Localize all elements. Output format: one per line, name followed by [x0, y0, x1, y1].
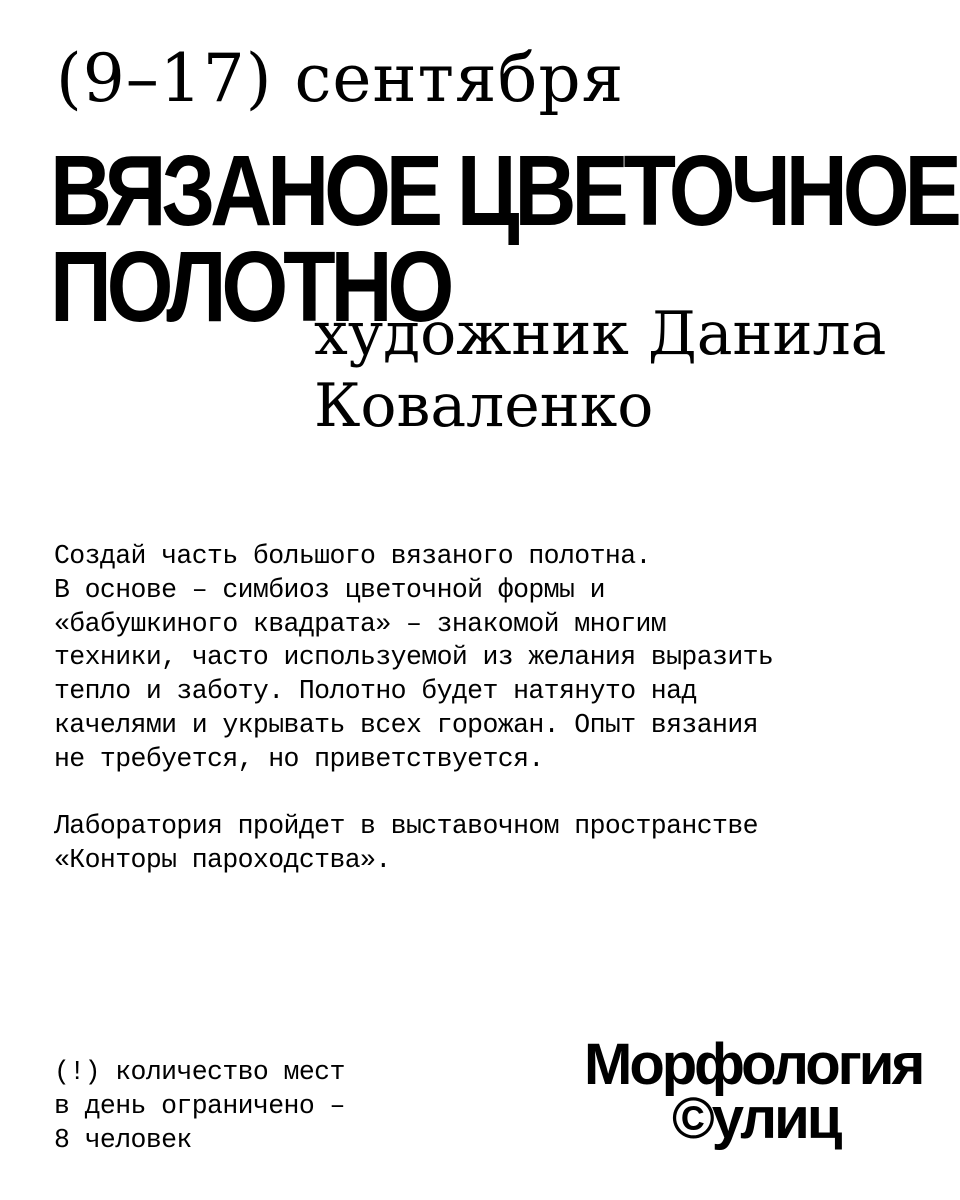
description-line: Создай часть большого вязаного полотна.: [54, 541, 651, 571]
artist-credit-line: художник Данила: [314, 299, 887, 369]
description-line: тепло и заботу. Полотно будет натянуто над: [54, 676, 697, 707]
artist-credit-line: Коваленко: [314, 371, 654, 441]
artist-credit: [314, 298, 886, 442]
description-line: не требуется, но приветствуется.: [54, 743, 544, 774]
venue-line: «Конторы пароходства».: [54, 845, 391, 876]
description-line: качелями и укрывать всех горожан. Опыт вязания: [54, 709, 758, 740]
capacity-note: [54, 1056, 345, 1157]
description-line: В основе – симбиоз цветочной формы и: [54, 574, 605, 605]
paragraph-gap: [54, 777, 773, 811]
capacity-note-line: 8 человек: [54, 1124, 192, 1155]
event-title-line: ВЯЗАНОЕ ЦВЕТОЧНОЕ: [50, 135, 957, 247]
logo-line: Морфология: [584, 1032, 923, 1097]
event-dates: (9–17) сентября: [56, 40, 625, 117]
organizer-logo: [584, 1032, 923, 1151]
capacity-note-line: в день ограничено –: [54, 1090, 345, 1121]
logo-line: ©улиц: [672, 1086, 840, 1151]
event-title-line: ПОЛОТНО: [50, 231, 450, 343]
event-description: [54, 540, 773, 878]
description-line: техники, часто используемой из желания выразить: [54, 642, 774, 673]
venue-line: Лаборатория пройдет в выставочном пространстве: [54, 811, 758, 842]
capacity-note-line: (!) количество мест: [54, 1057, 345, 1087]
description-line: «бабушкиного квадрата» – знакомой многим: [54, 608, 667, 639]
